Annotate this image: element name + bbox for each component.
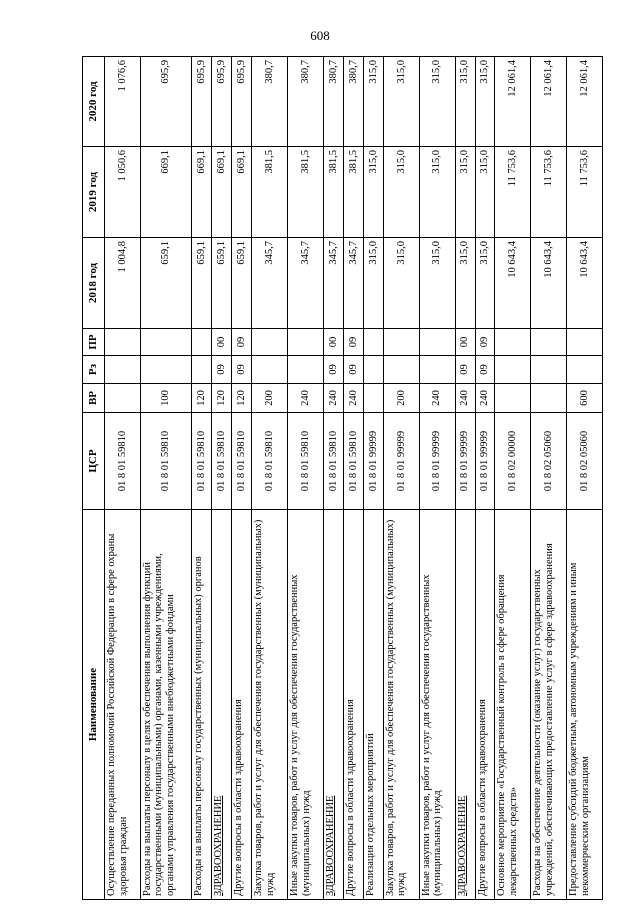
cell-pr: 09 (232, 329, 252, 356)
cell-2019: 669,1 (140, 147, 192, 238)
table-row (383, 57, 419, 900)
cell-rz (288, 356, 324, 384)
rotated-table-container (82, 57, 603, 900)
cell-2020: 380,7 (343, 57, 363, 147)
cell-2018: 10 643,4 (495, 238, 531, 329)
table-row (105, 57, 141, 900)
cell-csr: 01 8 01 59810 (105, 413, 141, 510)
table-row (531, 57, 567, 900)
cell-2018: 315,0 (475, 238, 495, 329)
cell-2019: 315,0 (383, 147, 419, 238)
cell-vr: 120 (232, 384, 252, 413)
cell-pr: 00 (324, 329, 344, 356)
cell-rz (495, 356, 531, 384)
cell-name: Расходы на выплаты персоналу государственных (муниципальных) органов (192, 510, 212, 900)
cell-pr (288, 329, 324, 356)
cell-2019: 669,1 (232, 147, 252, 238)
cell-rz: 09 (324, 356, 344, 384)
cell-vr: 240 (475, 384, 495, 413)
cell-pr (252, 329, 288, 356)
cell-pr (363, 329, 383, 356)
cell-2020: 695,9 (192, 57, 212, 147)
cell-name: Расходы на обеспечение деятельности (оказание услуг) государственных учреждений, обеспечивающих предоставление услуг в сфере здравоохранения (531, 510, 567, 900)
cell-2019: 381,5 (252, 147, 288, 238)
rotated-table-frame (82, 57, 603, 900)
cell-2019: 381,5 (288, 147, 324, 238)
cell-2020: 1 076,6 (105, 57, 141, 147)
cell-2020: 315,0 (455, 57, 475, 147)
table-row (324, 57, 344, 900)
cell-2018: 659,1 (192, 238, 212, 329)
cell-2019: 315,0 (475, 147, 495, 238)
header-vr: ВР (83, 384, 105, 413)
cell-vr: 200 (252, 384, 288, 413)
cell-2020: 12 061,4 (495, 57, 531, 147)
cell-2018: 10 643,4 (531, 238, 567, 329)
cell-2018: 659,1 (232, 238, 252, 329)
table-row (192, 57, 212, 900)
cell-2020: 695,9 (212, 57, 232, 147)
cell-2018: 345,7 (252, 238, 288, 329)
cell-2018: 659,1 (212, 238, 232, 329)
table-row (567, 57, 603, 900)
cell-2020: 380,7 (288, 57, 324, 147)
cell-vr: 240 (455, 384, 475, 413)
header-csr: ЦСР (83, 413, 105, 510)
cell-2018: 315,0 (383, 238, 419, 329)
table-row (343, 57, 363, 900)
cell-rz: 09 (232, 356, 252, 384)
cell-2019: 315,0 (363, 147, 383, 238)
cell-name: Иные закупки товаров, работ и услуг для обеспечения государственных (муниципальных) нужд (419, 510, 455, 900)
cell-csr: 01 8 01 59810 (343, 413, 363, 510)
cell-pr (105, 329, 141, 356)
cell-csr: 01 8 01 99999 (363, 413, 383, 510)
table-row (363, 57, 383, 900)
cell-name: Осуществление переданных полномочий Российской Федерации в сфере охраны здоровья граждан (105, 510, 141, 900)
cell-csr: 01 8 01 59810 (140, 413, 192, 510)
cell-2019: 315,0 (419, 147, 455, 238)
cell-pr (567, 329, 603, 356)
cell-rz: 09 (455, 356, 475, 384)
cell-name: Расходы на выплаты персоналу в целях обеспечения выполнения функций государственными (муниципальными) органами, казенными учреждениями, органами управления государственными внебюджетными фондами (140, 510, 192, 900)
cell-csr: 01 8 01 59810 (192, 413, 212, 510)
cell-csr: 01 8 01 99999 (383, 413, 419, 510)
cell-2019: 381,5 (324, 147, 344, 238)
cell-name: Предоставление субсидий бюджетным, автономным учреждениям и иным некоммерческим организациям (567, 510, 603, 900)
header-2020: 2020 год (83, 57, 105, 147)
cell-name: Другие вопросы в области здравоохранения (343, 510, 363, 900)
cell-pr (383, 329, 419, 356)
cell-name: Иные закупки товаров, работ и услуг для обеспечения государственных (муниципальных) нужд (288, 510, 324, 900)
cell-rz (383, 356, 419, 384)
cell-name: Закупка товаров, работ и услуг для обеспечения государственных (муниципальных) нужд (383, 510, 419, 900)
cell-2019: 381,5 (343, 147, 363, 238)
cell-2019: 11 753,6 (531, 147, 567, 238)
cell-rz (531, 356, 567, 384)
cell-2020: 315,0 (419, 57, 455, 147)
cell-rz (192, 356, 212, 384)
cell-2020: 380,7 (252, 57, 288, 147)
cell-pr: 09 (475, 329, 495, 356)
cell-rz: 09 (475, 356, 495, 384)
cell-name: Закупка товаров, работ и услуг для обеспечения государственных (муниципальных) нужд (252, 510, 288, 900)
cell-rz: 09 (212, 356, 232, 384)
cell-csr: 01 8 01 99999 (475, 413, 495, 510)
cell-vr: 100 (140, 384, 192, 413)
cell-2018: 315,0 (363, 238, 383, 329)
cell-vr (363, 384, 383, 413)
cell-rz (252, 356, 288, 384)
cell-rz (567, 356, 603, 384)
cell-2019: 11 753,6 (567, 147, 603, 238)
table-row (232, 57, 252, 900)
budget-table (82, 56, 603, 900)
cell-pr (495, 329, 531, 356)
table-row (288, 57, 324, 900)
cell-rz (419, 356, 455, 384)
cell-csr: 01 8 01 99999 (419, 413, 455, 510)
cell-2018: 1 004,8 (105, 238, 141, 329)
header-pr: ПР (83, 329, 105, 356)
cell-csr: 01 8 01 99999 (455, 413, 475, 510)
cell-2018: 10 643,4 (567, 238, 603, 329)
cell-vr: 240 (419, 384, 455, 413)
cell-csr: 01 8 01 59810 (324, 413, 344, 510)
cell-vr (495, 384, 531, 413)
table-row (252, 57, 288, 900)
cell-2018: 659,1 (140, 238, 192, 329)
table-row (140, 57, 192, 900)
cell-name: Реализация отдельных мероприятий (363, 510, 383, 900)
cell-pr: 09 (343, 329, 363, 356)
cell-2020: 695,9 (232, 57, 252, 147)
cell-2020: 380,7 (324, 57, 344, 147)
cell-2020: 315,0 (383, 57, 419, 147)
cell-name: Другие вопросы в области здравоохранения (475, 510, 495, 900)
cell-2019: 669,1 (212, 147, 232, 238)
cell-vr: 600 (567, 384, 603, 413)
cell-vr: 240 (324, 384, 344, 413)
cell-csr: 01 8 01 59810 (288, 413, 324, 510)
cell-vr (531, 384, 567, 413)
cell-2018: 345,7 (343, 238, 363, 329)
cell-pr (419, 329, 455, 356)
cell-csr: 01 8 02 05060 (531, 413, 567, 510)
cell-pr (192, 329, 212, 356)
cell-vr: 200 (383, 384, 419, 413)
cell-name: ЗДРАВООХРАНЕНИЕ (455, 510, 475, 900)
cell-name: Основное мероприятие «Государственный контроль в сфере обращения лекарственных средств» (495, 510, 531, 900)
cell-csr: 01 8 01 59810 (252, 413, 288, 510)
cell-vr: 240 (343, 384, 363, 413)
cell-2019: 669,1 (192, 147, 212, 238)
table-row (455, 57, 475, 900)
cell-pr: 00 (212, 329, 232, 356)
cell-name: Другие вопросы в области здравоохранения (232, 510, 252, 900)
table-header-row (83, 57, 105, 900)
cell-vr: 120 (212, 384, 232, 413)
table-row (419, 57, 455, 900)
cell-vr: 120 (192, 384, 212, 413)
cell-2019: 315,0 (455, 147, 475, 238)
cell-pr (140, 329, 192, 356)
header-2019: 2019 год (83, 147, 105, 238)
cell-rz (140, 356, 192, 384)
cell-rz (105, 356, 141, 384)
table-row (475, 57, 495, 900)
cell-2020: 12 061,4 (531, 57, 567, 147)
cell-name: ЗДРАВООХРАНЕНИЕ (324, 510, 344, 900)
table-row (212, 57, 232, 900)
header-2018: 2018 год (83, 238, 105, 329)
header-name: Наименование (83, 510, 105, 900)
cell-pr (531, 329, 567, 356)
cell-2019: 1 050,6 (105, 147, 141, 238)
cell-2018: 345,7 (324, 238, 344, 329)
cell-2020: 695,9 (140, 57, 192, 147)
cell-rz (363, 356, 383, 384)
cell-csr: 01 8 01 59810 (232, 413, 252, 510)
cell-2020: 12 061,4 (567, 57, 603, 147)
cell-2019: 11 753,6 (495, 147, 531, 238)
cell-vr (105, 384, 141, 413)
cell-2018: 345,7 (288, 238, 324, 329)
header-rz: Рз (83, 356, 105, 384)
cell-name: ЗДРАВООХРАНЕНИЕ (212, 510, 232, 900)
page-number: 608 (310, 28, 330, 43)
table-row (495, 57, 531, 900)
cell-rz: 09 (343, 356, 363, 384)
cell-2020: 315,0 (363, 57, 383, 147)
cell-pr: 00 (455, 329, 475, 356)
cell-2020: 315,0 (475, 57, 495, 147)
cell-csr: 01 8 02 00000 (495, 413, 531, 510)
cell-2018: 315,0 (455, 238, 475, 329)
cell-vr: 240 (288, 384, 324, 413)
cell-csr: 01 8 01 59810 (212, 413, 232, 510)
cell-2018: 315,0 (419, 238, 455, 329)
cell-csr: 01 8 02 05060 (567, 413, 603, 510)
